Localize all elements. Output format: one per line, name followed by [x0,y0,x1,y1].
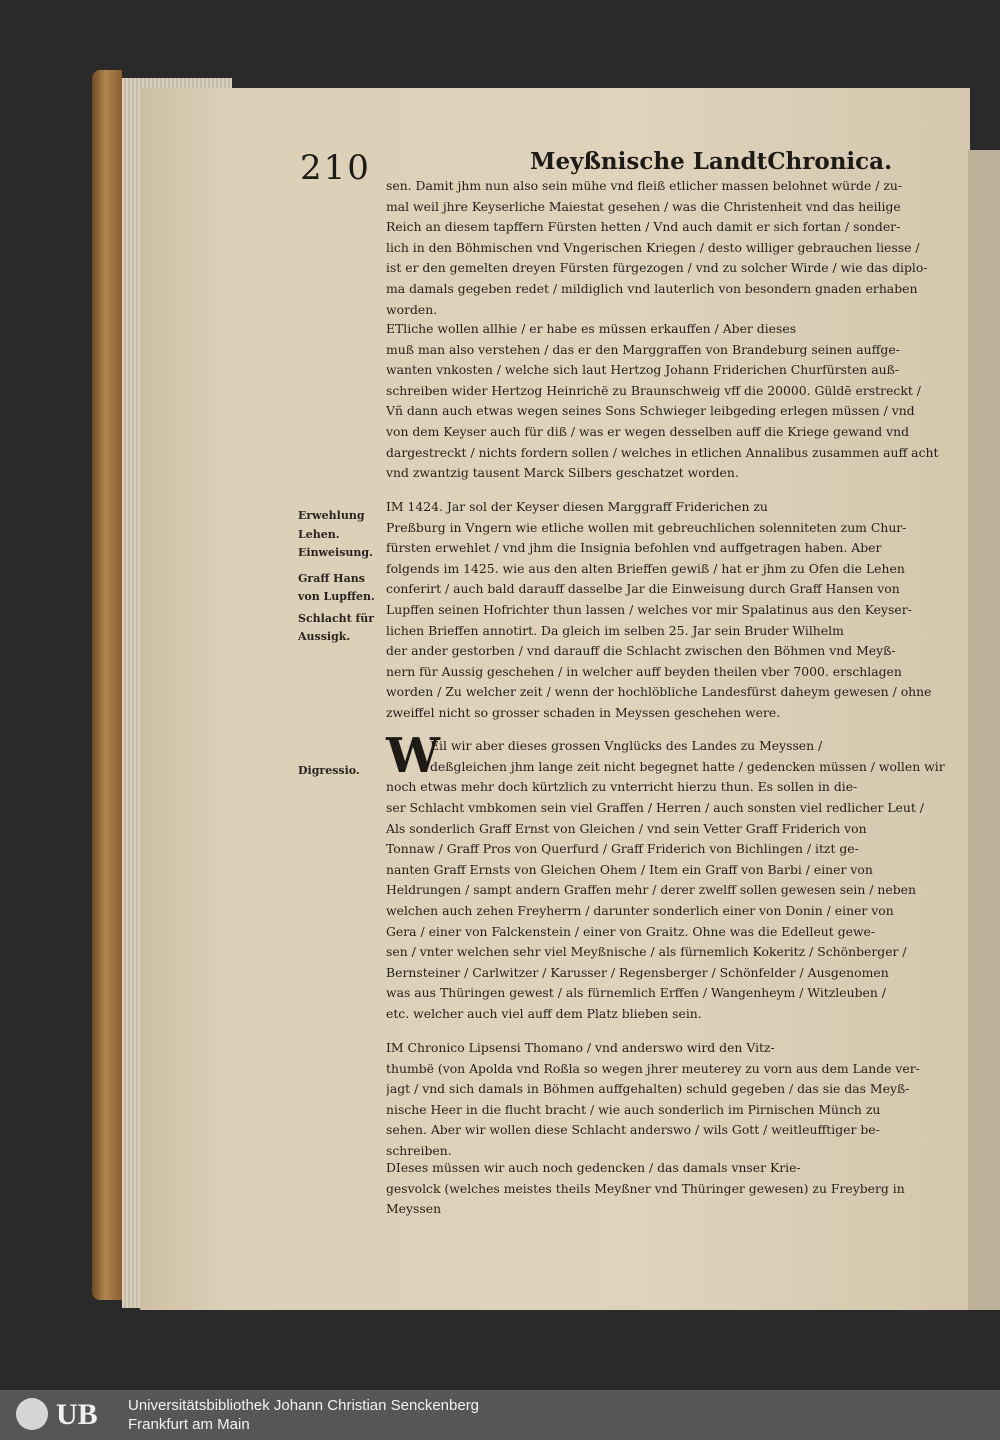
text-line: zweiffel nicht so grosser schaden in Meyssen geschehen were. [386,704,781,720]
text-line: worden / Zu welcher zeit / wenn der hochlöbliche Landesfürst daheym gewesen / ohne [386,684,932,700]
logo-text: UB [56,1398,98,1431]
paragraph [386,1038,956,1162]
text-line: Vñ dann auch etwas wegen seines Sons Schwieger leibgeding erlegen müssen / vnd [386,403,915,419]
margin-note: Schlacht für [298,612,375,625]
text-line: ETliche wollen allhie / er habe es müssen erkauffen / Aber dieses [386,321,797,336]
text-line: schreiben. [386,1142,452,1158]
institution-line-1: Universitätsbibliothek Johann Christian Senckenberg [128,1397,480,1414]
text-line: der ander gestorben / vnd darauff die Schlacht zwischen den Böhmen vnd Meyß- [386,643,896,659]
text-line: schreiben wider Hertzog Heinrichë zu Braunschweig vff die 20000. Güldē erstreckt / [386,382,921,398]
text-line: was aus Thüringen gewest / als fürnemlich Erffen / Wangenheym / Witzleuben / [386,985,886,1001]
page-number: 210 [300,148,371,188]
margin-note: Einweisung. [298,546,373,559]
text-line: welchen auch zehen Freyherrn / darunter sonderlich einer von Donin / einer von [386,902,894,918]
text-line: ser Schlacht vmbkomen sein viel Graffen / Herren / auch sonsten viel redlicher Leut / [386,800,924,815]
seal-icon [16,1398,48,1430]
facing-page-edge [968,150,1000,1310]
text-line: jagt / vnd sich damals in Böhmen auffgehalten) schuld gegeben / das sie das Meyß- [386,1081,910,1097]
text-line: deßgleichen jhm lange zeit nicht begegnet hatte / gedencken müssen / wollen wir [430,758,945,774]
paragraph [386,497,956,724]
text-line: etc. welcher auch viel auff dem Platz blieben sein. [386,1005,702,1021]
institution-name [128,1396,479,1434]
text-line: Reich an diesem tapffern Fürsten hetten / Vnd auch damit er sich fortan / sonder- [386,219,901,235]
text-line: nische Heer in die flucht bracht / wie auch sonderlich im Pirnischen Münch zu [386,1101,881,1117]
ub-logo [16,1396,112,1434]
text-line: folgends im 1425. wie aus den alten Brieffen gewiß / hat er jhm zu Ofen die Lehen [386,560,905,576]
text-line: vnd zwantzig tausent Marck Silbers geschatzet worden. [386,465,739,481]
initial-letter: W [386,728,440,784]
paragraph [386,176,956,320]
paragraph [386,1158,956,1220]
book-spine [92,70,122,1300]
text-line: worden. [386,301,438,317]
text-line: Preßburg in Vngern wie etliche wollen mit gebreuchlichen solenniteten zum Chur- [386,519,907,535]
text-line: sen / vnter welchen sehr viel Meyßnische / als fürnemlich Kokeritz / Schönberger / [386,944,907,960]
text-line: sehen. Aber wir wollen diese Schlacht anderswo / wils Gott / weitleufftiger be- [386,1122,880,1138]
margin-note: von Lupffen. [298,590,375,603]
text-line: lichen Brieffen annotirt. Da gleich im selben 25. Jar sein Bruder Wilhelm [386,622,844,638]
institution-line-2: Frankfurt am Main [128,1416,250,1433]
margin-note: Lehen. [298,528,340,541]
text-line: lich in den Böhmischen vnd Vngerischen Kriegen / desto williger gebrauchen liesse / [386,239,920,255]
text-line: Gera / einer von Falckenstein / einer von Graitz. Ohne was die Edelleut gewe- [386,923,876,939]
text-line: conferirt / auch bald darauff dasselbe Jar die Einweisung durch Graff Hansen von [386,581,900,597]
margin-note: Erwehlung [298,509,365,522]
text-line: Als sonderlich Graff Ernst von Gleichen / vnd sein Vetter Graff Friderich von [386,820,867,836]
text-line: ist er den gemelten dreyen Fürsten fürgezogen / vnd zu solcher Wirde / wie das diplo- [386,260,928,276]
text-line: gesvolck (welches meistes theils Meyßner vnd Thüringer gewesen) zu Freyberg in [386,1180,905,1196]
paragraph [386,798,956,1025]
text-line: thumbë (von Apolda vnd Roßla so wegen jhrer meuterey zu vorn aus dem Lande ver- [386,1060,920,1076]
text-line: Heldrungen / sampt andern Graffen mehr / derer zwelff sollen gewesen sein / neben [386,882,916,898]
text-line: wanten vnkosten / welche sich laut Hertzog Johann Friderichen Churfürsten auß- [386,362,900,378]
text-line: mal weil jhre Keyserliche Maiestat gesehen / was die Christenheit vnd das heilige [386,198,901,214]
margin-note: Aussigk. [298,630,351,643]
text-line: Lupffen seinen Hofrichter thun lassen / welches vor mir Spalatinus aus den Keyser- [386,601,912,617]
text-line: IM 1424. Jar sol der Keyser diesen Marggraff Friderichen zu [386,499,768,514]
footer-bar [0,1390,1000,1440]
text-line: IM Chronico Lipsensi Thomano / vnd anderswo wird den Vitz- [386,1040,775,1055]
text-line: noch etwas mehr doch kürtzlich zu vnterricht hierzu thun. Es sollen in die- [386,779,858,795]
text-line: muß man also verstehen / das er den Marggraffen von Brandeburg seinen auffge- [386,341,900,357]
text-line: Bernsteiner / Carlwitzer / Karusser / Regensberger / Schönfelder / Ausgenomen [386,964,889,980]
running-title: Meyßnische LandtChronica. [530,148,893,175]
text-line: von dem Keyser auch für diß / was er wegen desselben auff die Kriege gewand vnd [386,423,910,439]
text-line: fürsten erwehlet / vnd jhm die Insignia befohlen vnd auffgetragen haben. Aber [386,540,882,556]
paragraph [386,319,956,484]
text-line: Tonnaw / Graff Pros von Querfurd / Graff Friderich von Bichlingen / itzt ge- [386,841,859,857]
text-line: nern für Aussig geschehen / in welcher auff beyden theilen vber 7000. erschlagen [386,663,902,679]
text-line: DIeses müssen wir auch noch gedencken / das damals vnser Krie- [386,1160,801,1175]
text-line: ma damals gegeben redet / mildiglich vnd lauterlich von besondern gnaden erhaben [386,280,918,296]
text-line: dargestreckt / nichts fordern sollen / welches in etlichen Annalibus zusammen auff acht [386,444,939,460]
text-line: sen. Damit jhm nun also sein mühe vnd fleiß etlicher massen belohnet würde / zu- [386,178,903,193]
text-line: Meyssen [386,1201,442,1217]
paragraph [386,736,956,798]
margin-note: Graff Hans [298,572,365,585]
text-line: nanten Graff Ernsts von Gleichen Ohem / Item ein Graff von Barbi / einer von [386,861,873,877]
text-line: Eil wir aber dieses grossen Vnglücks des Landes zu Meyssen / [430,738,823,753]
margin-note: Digressio. [298,764,360,777]
